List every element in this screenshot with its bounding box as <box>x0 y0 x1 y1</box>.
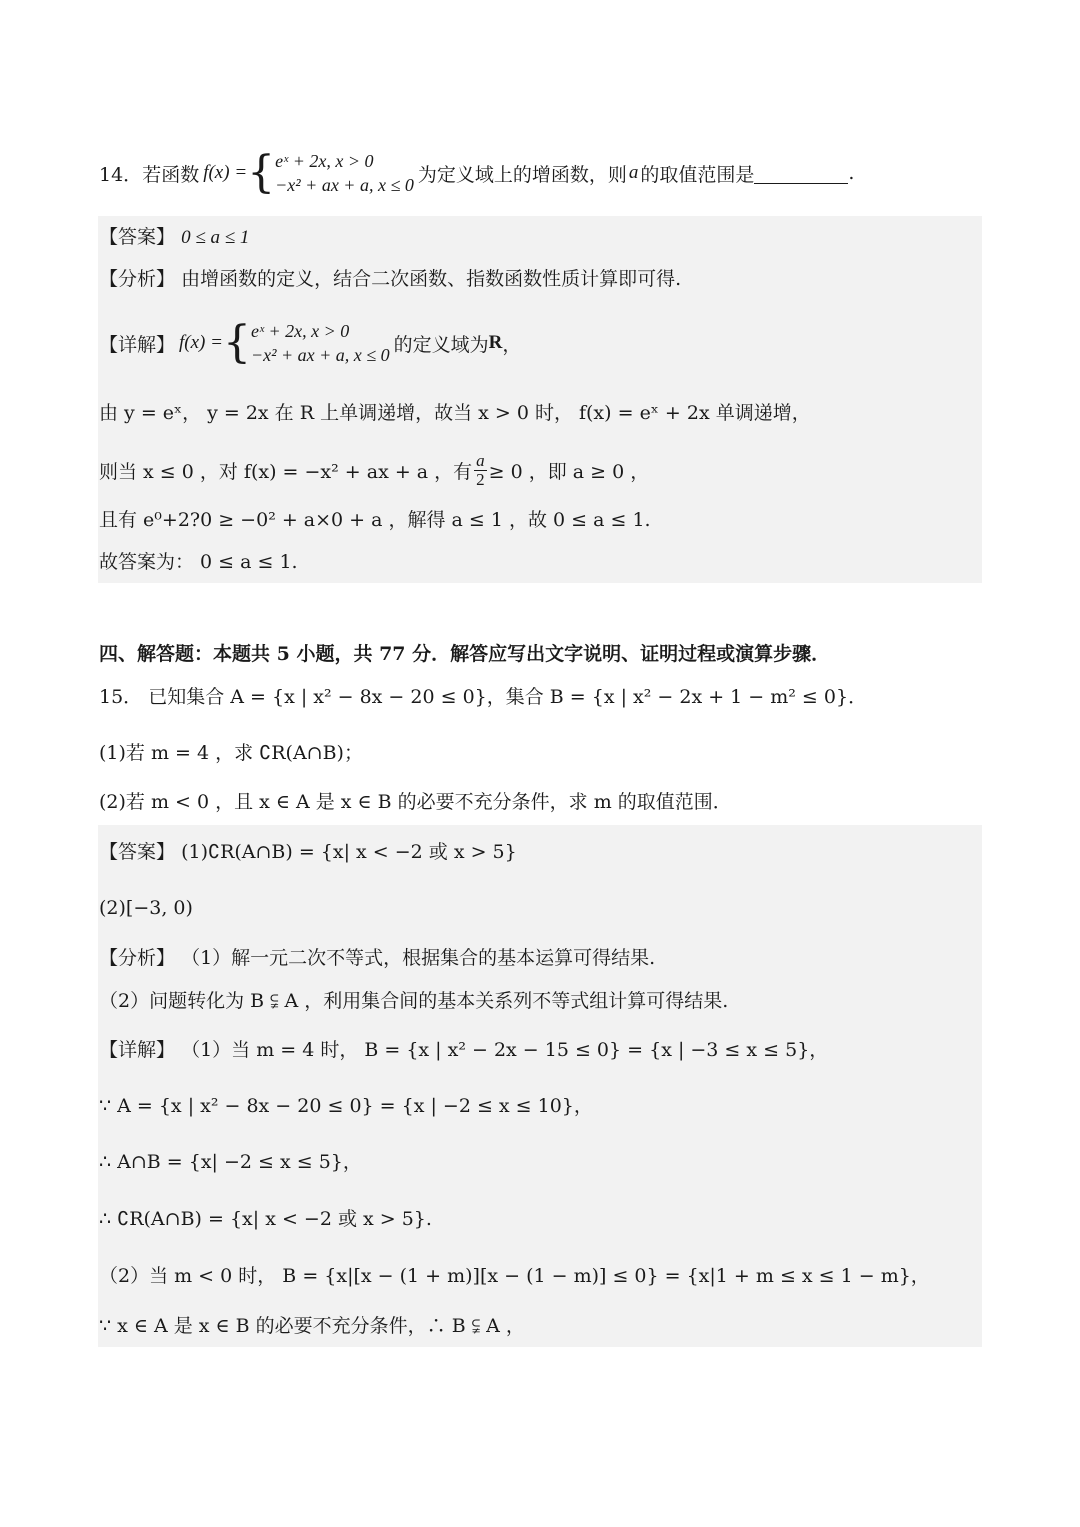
solution-line-2 <box>99 450 649 490</box>
question-15-stem: 15． 已知集合 A = {x | x² − 8x − 20 ≤ 0}，集合 B = {x | x² − 2x + 1 − m² ≤ 0}． <box>99 686 868 708</box>
question-end: . <box>848 162 855 184</box>
piecewise-definition <box>275 149 414 197</box>
analysis-label-15: 【分析】 <box>99 947 176 969</box>
solution-line-1: 由 y = eˣ， y = 2x 在 R 上单调递增，故当 x > 0 时， f(x) = eˣ + 2x 单调递增， <box>99 402 811 424</box>
detail-15-text-1: （1）当 m = 4 时， B = {x | x² − 2x − 15 ≤ 0} = {x | −3 ≤ x ≤ 5}， <box>181 1039 829 1061</box>
answer-line-15 <box>99 837 517 867</box>
analysis-line-15 <box>99 943 655 973</box>
solution-line-3: 且有 e⁰+2?0 ≥ −0² + a×0 + a ，解得 a ≤ 1 ，故 0 ≤ a ≤ 1. <box>99 509 651 531</box>
detail-line-15 <box>99 1035 828 1065</box>
detail-comma: ， <box>502 333 522 356</box>
answer-15-part-1: (1)∁R(A∩B) = {x| x < −2 或 x > 5} <box>181 841 517 863</box>
question-number: 14． <box>99 163 143 186</box>
solution-line-2b: ≥ 0 ，即 a ≥ 0 ， <box>488 460 650 483</box>
solution-line-2a: 则当 x ≤ 0 ，对 f(x) = −x² + ax + a ，有 <box>99 460 473 483</box>
detail-label: 【详解】 <box>99 333 176 356</box>
analysis-15-text-2: （2）问题转化为 B ⫋ A ，利用集合间的基本关系列不等式组计算可得结果. <box>99 990 729 1012</box>
function-name: f(x) = <box>203 162 248 183</box>
detail-function: f(x) = <box>179 332 223 353</box>
question-suffix-1: 为定义域上的增函数，则 <box>417 163 627 186</box>
answer-label: 【答案】 <box>99 226 176 248</box>
analysis-15-text-1: （1）解一元二次不等式，根据集合的基本运算可得结果. <box>181 947 656 969</box>
brace: { <box>247 147 276 198</box>
detail-line <box>99 318 521 368</box>
answer-line <box>99 222 249 252</box>
detail-15-text-6: ∵ x ∈ A 是 x ∈ B 的必要不充分条件，∴ B ⫋ A ， <box>99 1315 525 1337</box>
detail-label-15: 【详解】 <box>99 1039 176 1061</box>
detail-piece-2: −x² + ax + a, x ≤ 0 <box>250 345 390 365</box>
detail-suffix: 的定义域为 <box>393 333 489 356</box>
detail-15-text-2: ∵ A = {x | x² − 8x − 20 ≤ 0} = {x | −2 ≤ x ≤ 10}， <box>99 1095 593 1117</box>
question-suffix-2: 的取值范围是 <box>640 163 755 186</box>
detail-piece-1: eˣ + 2x, x > 0 <box>250 321 350 341</box>
analysis-line <box>99 264 681 294</box>
question-15-part-1: (1)若 m = 4 ，求 ∁R(A∩B)； <box>99 742 363 764</box>
detail-15-text-5: （2）当 m < 0 时， B = {x|[x − (1 + m)][x − (1 − m)] ≤ 0} = {x|1 + m ≤ x ≤ 1 − m}， <box>99 1265 930 1287</box>
brace: { <box>222 317 251 368</box>
detail-15-text-4: ∴ ∁R(A∩B) = {x| x < −2 或 x > 5}. <box>99 1208 432 1230</box>
answer-label-15: 【答案】 <box>99 841 176 863</box>
answer-blank[interactable] <box>754 163 848 184</box>
question-14 <box>99 148 854 198</box>
variable-a: a <box>628 162 639 183</box>
analysis-label: 【分析】 <box>99 268 176 290</box>
answer-15-part-2: (2)[−3, 0) <box>99 897 193 919</box>
fraction-a-over-2 <box>474 452 487 489</box>
section-heading: 四、解答题：本题共 5 小题，共 77 分．解答应写出文字说明、证明过程或演算步骤． <box>99 643 831 665</box>
answer-value: 0 ≤ a ≤ 1 <box>181 227 250 248</box>
analysis-text: 由增函数的定义，结合二次函数、指数函数性质计算即可得. <box>181 268 682 290</box>
fraction-denominator: 2 <box>476 469 485 489</box>
question-15-part-2: (2)若 m < 0 ，且 x ∈ A 是 x ∈ B 的必要不充分条件，求 m 的取值范围． <box>99 791 732 813</box>
solution-line-4: 故答案为： 0 ≤ a ≤ 1. <box>99 551 298 573</box>
question-prefix: 若函数 <box>142 163 200 186</box>
fraction-numerator: a <box>476 450 485 470</box>
piece-1: eˣ + 2x, x > 0 <box>275 151 374 171</box>
piece-2: −x² + ax + a, x ≤ 0 <box>275 175 414 195</box>
detail-15-text-3: ∴ A∩B = {x| −2 ≤ x ≤ 5}， <box>99 1151 362 1173</box>
real-set: R <box>488 332 503 353</box>
detail-piecewise <box>251 319 390 367</box>
